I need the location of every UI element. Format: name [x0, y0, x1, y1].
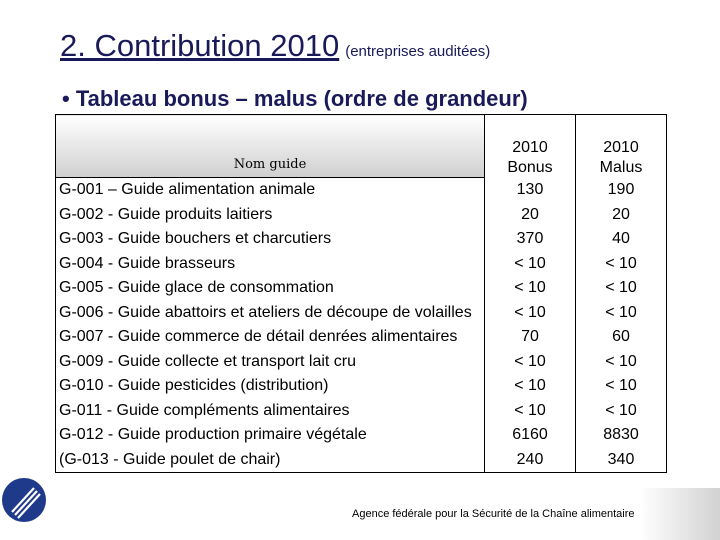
footer-band: [640, 488, 720, 540]
table-row: [56, 276, 667, 301]
header-bonus-label: Bonus: [507, 158, 553, 176]
row-name: G-004 - Guide brasseurs: [56, 252, 485, 277]
table-row: [56, 227, 667, 252]
header-malus: [576, 115, 667, 178]
row-name: G-012 - Guide production primaire végétale: [56, 423, 485, 448]
row-name: (G-013 - Guide poulet de chair): [56, 448, 485, 473]
row-name: G-010 - Guide pesticides (distribution): [56, 374, 485, 399]
table-row: [56, 178, 667, 203]
footer-text: Agence fédérale pour la Sécurité de la Chaîne alimentaire: [352, 508, 635, 520]
row-malus: 60: [576, 325, 667, 350]
header-bonus-year: 2010: [512, 138, 548, 156]
table-header-row: [56, 115, 667, 178]
table-row: [56, 350, 667, 375]
table-body: [56, 178, 667, 473]
row-bonus: < 10: [485, 252, 576, 277]
table-row: [56, 325, 667, 350]
row-malus: 190: [576, 178, 667, 203]
row-name: G-003 - Guide bouchers et charcutiers: [56, 227, 485, 252]
row-malus: < 10: [576, 374, 667, 399]
row-name: G-009 - Guide collecte et transport lait cru: [56, 350, 485, 375]
row-name: G-005 - Guide glace de consommation: [56, 276, 485, 301]
row-name: G-001 – Guide alimentation animale: [56, 178, 485, 203]
row-malus: < 10: [576, 252, 667, 277]
bullet-paren: (ordre de grandeur): [323, 86, 528, 111]
row-malus: 20: [576, 203, 667, 228]
slide-title-sub: (entreprises auditées): [345, 43, 491, 60]
row-name: G-007 - Guide commerce de détail denrées alimentaires: [56, 325, 485, 350]
bullet-heading: [62, 86, 528, 112]
table-row: [56, 423, 667, 448]
slide-title: [60, 28, 490, 64]
bullet-text: Tableau bonus – malus: [75, 86, 318, 111]
row-bonus: < 10: [485, 276, 576, 301]
bullet-marker: •: [62, 86, 70, 111]
afsca-logo-icon: [0, 472, 60, 532]
row-malus: 8830: [576, 423, 667, 448]
row-bonus: < 10: [485, 399, 576, 424]
row-malus: 340: [576, 448, 667, 473]
bonus-malus-table: [55, 114, 667, 473]
header-malus-label: Malus: [599, 158, 643, 176]
row-bonus: 130: [485, 178, 576, 203]
header-malus-year: 2010: [603, 138, 639, 156]
table-row: [56, 399, 667, 424]
row-bonus: 20: [485, 203, 576, 228]
row-bonus: < 10: [485, 301, 576, 326]
row-malus: < 10: [576, 276, 667, 301]
row-bonus: 240: [485, 448, 576, 473]
table-row: [56, 252, 667, 277]
row-malus: 40: [576, 227, 667, 252]
row-bonus: 70: [485, 325, 576, 350]
row-bonus: 370: [485, 227, 576, 252]
header-bonus: [485, 115, 576, 178]
row-name: G-002 - Guide produits laitiers: [56, 203, 485, 228]
slide-title-main: 2. Contribution 2010: [60, 28, 340, 63]
table-row: [56, 301, 667, 326]
row-malus: < 10: [576, 301, 667, 326]
row-name: G-006 - Guide abattoirs et ateliers de découpe de volailles: [56, 301, 485, 326]
table-row: [56, 448, 667, 473]
row-malus: < 10: [576, 399, 667, 424]
row-bonus: 6160: [485, 423, 576, 448]
row-malus: < 10: [576, 350, 667, 375]
row-name: G-011 - Guide compléments alimentaires: [56, 399, 485, 424]
table-row: [56, 203, 667, 228]
table-row: [56, 374, 667, 399]
header-name: Nom guide: [56, 115, 485, 178]
row-bonus: < 10: [485, 350, 576, 375]
row-bonus: < 10: [485, 374, 576, 399]
